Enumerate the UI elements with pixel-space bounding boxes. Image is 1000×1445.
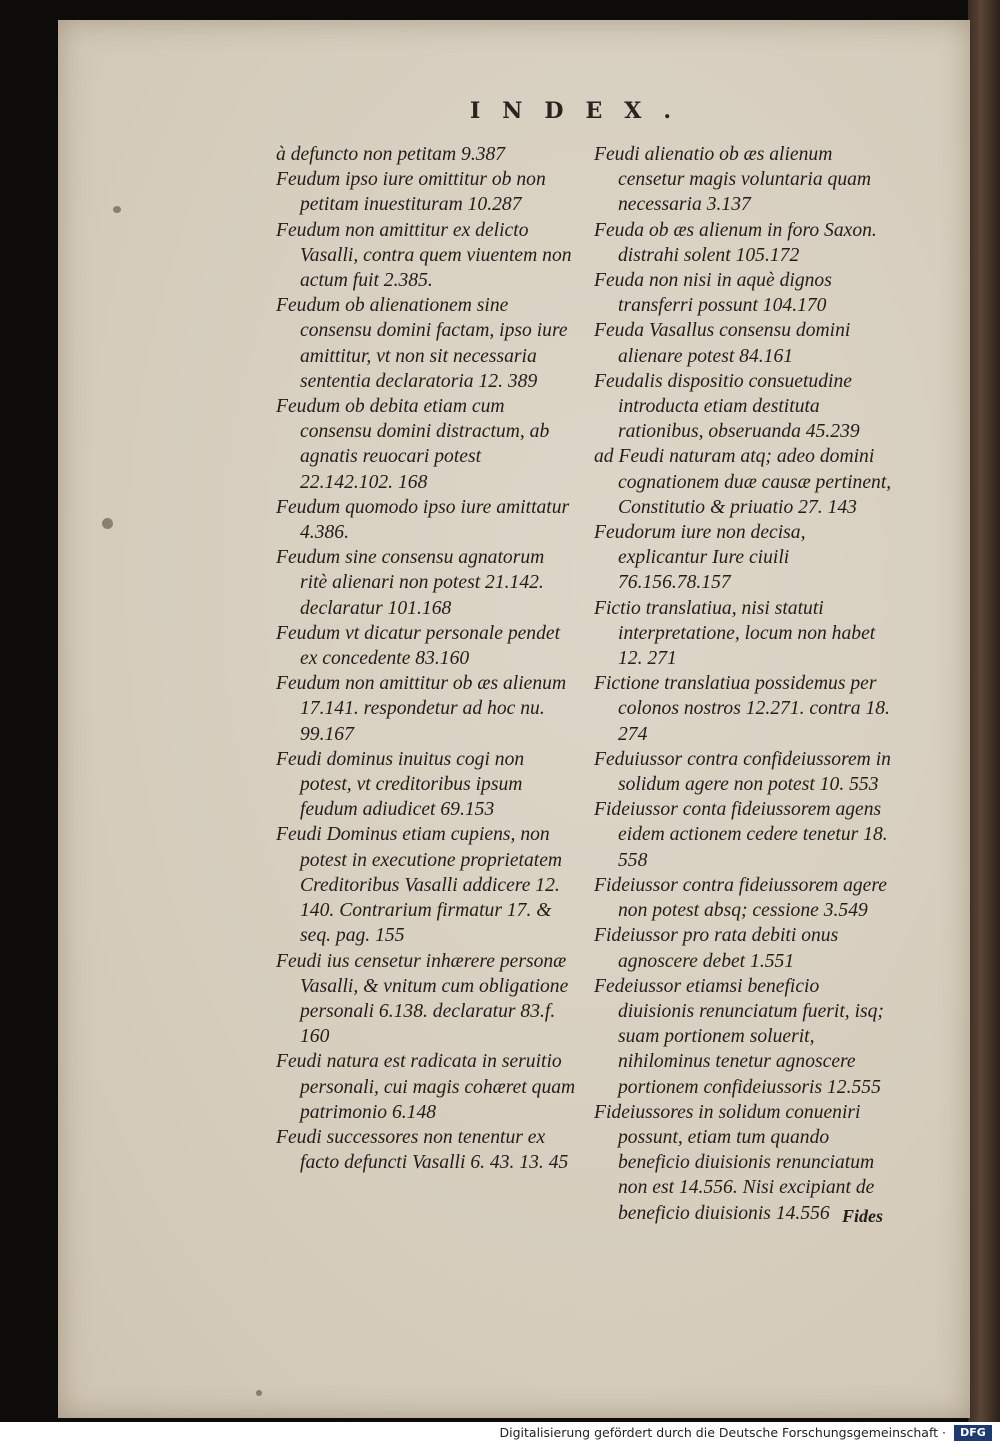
index-entry: Feudum quomodo ipso iure amittatur 4.386. bbox=[276, 496, 570, 544]
index-entry: Feuda Vasallus consensu domini alienare potest 84.161 bbox=[594, 320, 851, 367]
index-entry: Fictione translatiua possidemus per colonos nostros 12.271. contra 18. 274 bbox=[594, 673, 890, 745]
index-entry: Feudalis dispositio consuetudine introducta etiam destituta rationibus, obseruanda 45.239 bbox=[594, 370, 860, 443]
ink-spot bbox=[113, 206, 121, 213]
index-entry: Fedeiussor etiamsi beneficio diuisionis renunciatum fuerit, isq; suam portionem soluerit, nihilominus tenetur agnoscere portionem confideiussoris 12.555 bbox=[594, 975, 884, 1098]
index-entry: Feudi Dominus etiam cupiens, non potest in executione proprietatem Creditoribus Vasalli addicere 12. 140. Contrarium firmatur 17. & seq. pag. 155 bbox=[276, 824, 563, 947]
index-column-left bbox=[276, 142, 576, 1175]
index-entry: Fideiussores in solidum conueniri possunt, etiam tum quando beneficio diuisionis renunciatum non est 14.556. Nisi excipiant de beneficio diuisionis 14.556 bbox=[594, 1101, 875, 1224]
index-entry: Fideiussor conta fideiussorem agens eidem actionem cedere tenetur 18. 558 bbox=[594, 799, 888, 871]
index-entry: Feudorum iure non decisa, explicantur Iure ciuili 76.156.78.157 bbox=[594, 522, 806, 594]
index-entry: Feudum ipso iure omittitur ob non petitam inuestituram 10.287 bbox=[276, 169, 546, 216]
index-entry: Feudi dominus inuitus cogi non potest, vt creditoribus ipsum feudum adiudicet 69.153 bbox=[276, 748, 525, 821]
index-entry: Feudi successores non tenentur ex facto defuncti Vasalli 6. 43. 13. 45 bbox=[276, 1126, 569, 1174]
footer-bar bbox=[0, 1422, 1000, 1445]
dfg-logo[interactable]: DFG bbox=[954, 1425, 992, 1441]
catchword: Fides bbox=[842, 1206, 884, 1226]
index-entry: Feudi alienatio ob æs alienum censetur magis voluntaria quam necessaria 3.137 bbox=[594, 144, 872, 216]
index-entry: Feudum non amittitur ex delicto Vasalli, contra quem viuentem non actum fuit 2.385. bbox=[276, 219, 572, 292]
index-entry: Feudum sine consensu agnatorum ritè alienari non potest 21.142. declaratur 101.168 bbox=[276, 547, 545, 619]
index-entry: à defuncto non petitam 9.387 bbox=[276, 144, 506, 165]
index-entry: Feuda non nisi in aquè dignos transferri possunt 104.170 bbox=[594, 270, 832, 317]
index-entry: ad Feudi naturam atq; adeo domini cognationem duæ causæ pertinent, Constitutio & priuatio 27. 143 bbox=[594, 446, 892, 518]
index-entry: Feudi natura est radicata in seruitio personali, cui magis cohæret quam patrimonio 6.148 bbox=[276, 1051, 576, 1123]
index-entry: Fideiussor contra fideiussorem agere non potest absq; cessione 3.549 bbox=[594, 874, 887, 922]
index-entry: Feduiussor contra confideiussorem in solidum agere non potest 10. 553 bbox=[594, 748, 891, 796]
index-column-right bbox=[594, 142, 894, 1226]
ink-spot bbox=[102, 518, 113, 529]
index-entry: Feudum vt dicatur personale pendet ex concedente 83.160 bbox=[276, 622, 561, 670]
index-entry: Feudum ob debita etiam cum consensu domini distractum, ab agnatis reuocari potest 22.142.102. 168 bbox=[276, 396, 550, 493]
index-entry: Feudum non amittitur ob æs alienum 17.141. respondetur ad hoc nu. 99.167 bbox=[276, 673, 567, 745]
funding-notice: Digitalisierung gefördert durch die Deutsche Forschungsgemeinschaft · bbox=[499, 1425, 946, 1440]
index-entry: Fideiussor pro rata debiti onus agnoscere debet 1.551 bbox=[594, 925, 839, 972]
index-entry: Feuda ob æs alienum in foro Saxon. distrahi solent 105.172 bbox=[594, 219, 877, 266]
book-binding-edge bbox=[968, 0, 1000, 1422]
index-entry: Fictio translatiua, nisi statuti interpretatione, locum non habet 12. 271 bbox=[594, 597, 876, 670]
index-entry: Feudi ius censetur inhærere personæ Vasalli, & vnitum cum obligatione personali 6.138. declaratur 83.f. 160 bbox=[276, 950, 569, 1048]
index-entry: Feudum ob alienationem sine consensu domini factam, ipso iure amittitur, vt non sit necessaria sententia declaratoria 12. 389 bbox=[276, 295, 568, 392]
ink-spot bbox=[256, 1390, 262, 1396]
running-title: INDEX. bbox=[470, 98, 693, 124]
